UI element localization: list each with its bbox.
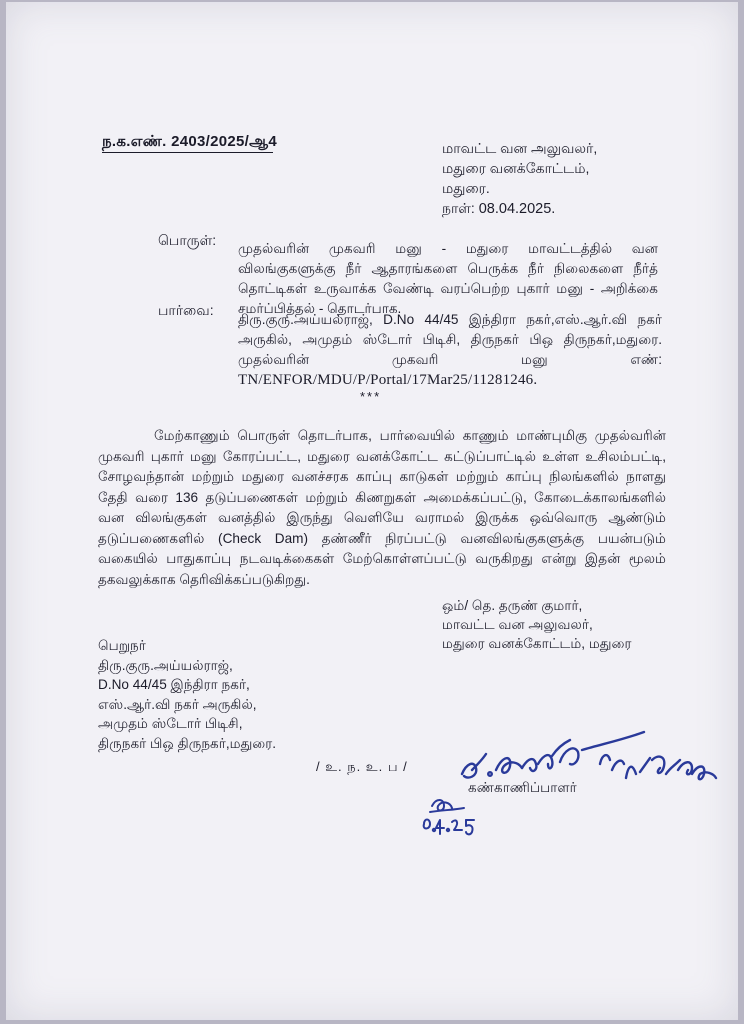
recipient-address-line: திருநகர் பிஒ திருநகர்,மதுரை. bbox=[98, 735, 277, 751]
reference-label: பார்வை: bbox=[158, 302, 214, 318]
recipient-label: பெறுநர் bbox=[98, 638, 146, 653]
sender-city: மதுரை. bbox=[442, 180, 490, 196]
letter-date bbox=[442, 198, 597, 219]
signer-block bbox=[442, 596, 631, 653]
body-paragraph: மேற்காணும் பொருள் தொடர்பாக, பார்வையில் காணும் மாண்புமிகு முதல்வரின் முகவரி புகார் மனு கோரப்பட்ட, மதுரை வனக்கோட்ட கட்டுப்பாட்டில் உள்ள உசிலம்பட்டி, சோழவந்தான் மற்றும் மதுரை வனச்சரக காப்பு காடுகள் மற்றும் காப்பு நிலங்களில் நாளது தேதி வரை 136 தடுப்பணைகள் மற்றும் கிணறுகள் அமைக்கப்பட்டு, கோடைக்காலங்களில் வன விலங்குகள் வனத்தில் இருந்து வெளியே வராமல் இருக்க ஒவ்வொரு ஆண்டும் தடுப்பணைகளில் (Check Dam) தண்ணீர் நிரப்பட்டு வனவிலங்குகளுக்கு பயன்படும் வகையில் பாதுகாப்பு நடவடிக்கைகள் மேற்கொள்ளப்பட்டு வருகிறது என்று இதன் மூலம் தகவலுக்காக தெரிவிக்கப்படுகிறது. bbox=[98, 428, 666, 587]
recipient-address-line: D.No 44/45 இந்திரா நகர், bbox=[98, 677, 250, 692]
recipient-address-line: எஸ்.ஆர்.வி நகர் அருகில், bbox=[98, 696, 257, 712]
date-label: நாள்: bbox=[442, 200, 475, 216]
sender-title: மாவட்ட வன அலுவலர், bbox=[442, 140, 598, 156]
subject-text: முதல்வரின் முகவரி மனு - மதுரை மாவட்டத்தில் வன விலங்குகளுக்கு நீர் ஆதாரங்களை பெருக்க நீர் நிலைகளை நீர்த் தொட்டிகள் உருவாக்க வேண்டி வரப்பெற்ற புகார் மனு - அறிக்கை சமர்ப்பித்தல் - தொடர்பாக. bbox=[238, 241, 658, 316]
handwritten-initial-date bbox=[418, 790, 488, 840]
signer-title: மாவட்ட வன அலுவலர், bbox=[442, 617, 593, 632]
sender-division: மதுரை வனக்கோட்டம், bbox=[442, 160, 590, 176]
signer-division: மதுரை வனக்கோட்டம், மதுரை bbox=[442, 636, 632, 651]
recipient-block bbox=[98, 636, 276, 753]
letter-page bbox=[6, 2, 738, 1020]
office-initials: / உ. ந. உ. ப / bbox=[316, 759, 408, 774]
portal-number: TN/ENFOR/MDU/P/Portal/17Mar25/11281246. bbox=[238, 372, 538, 388]
supervisor-label: கண்காணிப்பாளர் bbox=[468, 780, 577, 795]
recipient-name: திரு.குரு.அய்யல்ராஜ், bbox=[98, 657, 233, 673]
sender-block bbox=[442, 138, 597, 219]
reference-text: திரு.குரு.அய்யல்ராஜ், D.No 44/45 இந்திரா நகர்,எஸ்.ஆர்.வி நகர் அருகில், அமுதம் ஸ்டோர் பிடிசி, திருநகர் பிஒ திருநகர்,மதுரை. முதல்வரின் முகவரி மனு எண்: bbox=[238, 312, 662, 367]
reference-number: ந.க.எண். 2403/2025/ஆ4 bbox=[102, 133, 278, 150]
date-value: 08.04.2025. bbox=[478, 201, 556, 217]
separator-stars: *** bbox=[360, 389, 382, 404]
subject-label: பொருள்: bbox=[158, 232, 217, 248]
signer-name: ஒம்/ தெ. தருண் குமார், bbox=[442, 598, 583, 613]
recipient-address-line: அமுதம் ஸ்டோர் பிடிசி, bbox=[98, 716, 243, 731]
reference-text-block bbox=[238, 310, 662, 390]
